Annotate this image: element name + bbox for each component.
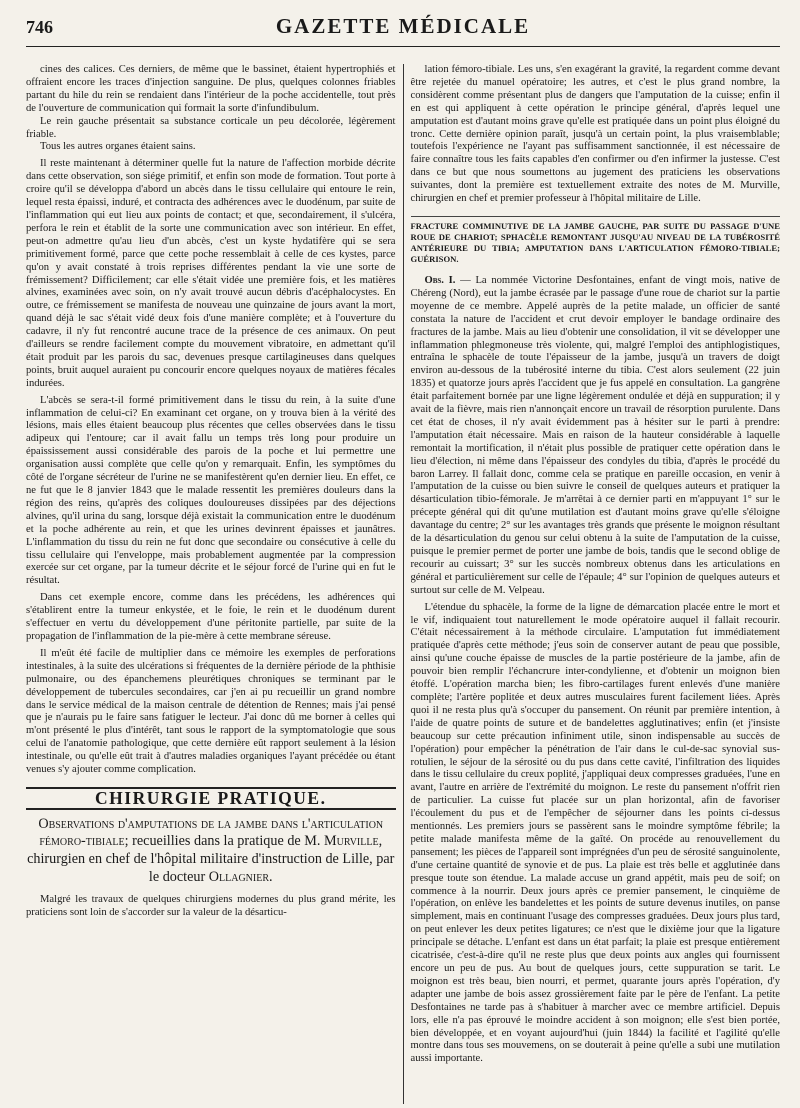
paragraph: Le rein gauche présentait sa substance corticale un peu décolorée, légèrement friable. (26, 115, 396, 140)
article-title-part2: ; recueillies dans la pratique de M. (124, 833, 321, 850)
section-heading: CHIRURGIE PRATIQUE. (26, 787, 396, 810)
paragraph: Il m'eût été facile de multiplier dans ce mémoire les exemples de perforations intestinales, à la suite des ulcérations si fréquentes de la dernière période de la phthisie pulmonaire, ou des épanchemens pleurétiques chroniques se terminant par le développement de tubercules secondaires, car j'en ai pu recueillir un grand nombre dans le service médical de la maison centrale de détention de Rennes; mais j'ai pensé que je n'aurais pu le faire sans fatiguer le lecteur. J'ai donc dû me borner à celles qui m'ont présenté le plus d'intérêt, tant sous le rapport de la symptomatologie que sous celui de l'anatomie pathologique, que cette dernière eût rapport seulement à la lésion intestinale, ou qu'elle eût trait à d'autres maladies organiques l'ayant précédée ou étant venues s'y ajouter comme complication. (26, 647, 396, 776)
observation-text: — La nommée Victorine Desfontaines, enfant de vingt mois, native de Chéreng (Nord), eut la jambe écrasée par le passage d'une roue de chariot sur la partie moyenne de ce membre. Appelé auprès de la petite malade, un officier de santé constata la nature de l'accident et crut devoir employer le bandage ordinaire des fractures de la jambe. Mais au lieu d'obtenir une consolidation, il vit se développer une inflammation phlegmoneuse très violente, qui, malgré l'emploi des antiphlogistiques, entraîna le sphacèle de toute l'épaisseur de la jambe, jusqu'à un travers de doigt environ au-dessous de la tubérosité interne du tibia. C'est alors seulement (22 juin 1835) et quatorze jours après l'accident que je fus appelé en consultation. La gangrène était parfaitement bornée par une ligne légèrement ondulée et déjà en suppuration; il y avait de la fièvre, mais rien n'annonçait encore un travail de résorption purulente. Dans cet état de choses, il n'y avait évidemment pas à hésiter sur le parti à prendre: l'amputation était nécessaire. Mais en raison de la hauteur considérable à laquelle remontait la mortification, il n'était plus possible de pratiquer cette opération dans le lieu d'élection, ni même dans l'épaisseur des condyles du tibia, d'après le procédé du baron Larrey. Il fallait donc, comme cela se pratique en pareille occasion, en venir à l'amputation de la cuisse ou bien suivre le conseil de quelques auteurs et pratiquer la désarticulation tibio-fémorale. Je m'arrêtai à ce dernier parti en m'appuyant 1° sur le précepte général qui dit qu'une mutilation est d'autant moins grave qu'elle s'éloigne davantage du centre; 2° sur les avantages très grands que présente le moignon résultant de la désarticulation du genou sur celui obtenu à la suite de l'amputation de la cuisse, puisque le premier permet de porter une jambe de bois, tandis que le second oblige de recourir au cuissart; 3° sur les succès nombreux obtenus dans les articulations en général et particulièrement sur celle de l'épaule; 4° sur l'opinion de quelques auteurs et surtout sur celle de M. Velpeau. (410, 274, 780, 596)
page-number: 746 (26, 17, 53, 37)
paragraph: Malgré les travaux de quelques chirurgiens modernes du plus grand mérite, les praticiens sont loin de s'accorder sur la valeur de la désarticu- (26, 894, 396, 919)
paragraph: cines des calices. Ces derniers, de même que le bassinet, étaient hypertrophiés et offraient encore les traces d'injection sanguine. De plus, quelques colonnes friables partant du hile du rein se rendaient dans l'intérieur de la poche accidentelle, tout près de l'ouverture de communication qui formait la sorte d'infundibulum. (26, 64, 396, 114)
paragraph: Dans cet exemple encore, comme dans les précédens, les adhérences qui s'établirent entre la tumeur enkystée, et le foie, le rein et le duodénum durent s'effectuer en vertu du développement d'une péritonite partielle, par suite de la propagation de l'inflammation de la pie-mère à cette membrane séreuse. (26, 592, 396, 642)
running-title: GAZETTE MÉDICALE (275, 14, 531, 38)
paragraph: L'abcès se sera-t-il formé primitivement dans le tissu du rein, à la suite d'une inflammation de celui-ci? En examinant cet organe, on y trouva bien à la vérité des lésions, mais elles étaient beaucoup plus récentes que celles observées dans le tissu adipeux qui l'entoure; car il avait fallu un temps très long pour produire un épaississement aussi considérable des parois de la poche et lui permettre une organisation aussi complète que celle qu'on y remarquait. Enfin, les symptômes du côté de l'organe sécréteur de l'urine ne se manifestèrent qu'en dernier lieu. En effet, ce ne fut que le 8 janvier 1843 que le malade ressentit les premières douleurs dans la région des reins, qu'après des coliques douloureuses dissipées par des déjections alvines, qu'il urina du sang, lorsque déjà existait la communication entre le duodénum et la poche adhérente au rein, et que les urines devinrent épaisses et jaunâtres. L'inflammation du tissu du rein ne fut donc que secondaire ou consécutive à celle du tissu cellulaire qui l'enveloppe, mais probablement augmentée par la compression exercée sur cet organe, par la tumeur décrite et le séjour forcé de l'urine qui en fut le résultat. (26, 394, 396, 587)
right-column (404, 64, 781, 1104)
surgeon-name: Murville (324, 833, 379, 850)
observation-paragraph (411, 275, 781, 598)
observation-label: Obs. I. (424, 274, 456, 286)
paragraph: Il reste maintenant à déterminer quelle fut la nature de l'affection morbide décrite dans cette observation, son siége primitif, et enfin son mode de formation. Tout porte à croire qu'il se développa d'abord un abcès dans le tissu cellulaire qui entoure le rein, lequel resta épaissi, induré, et contracta des adhérences avec le duodénum, par suite de l'inflammation qui eut lieu aux points de contact; et que, secondairement, il s'ulcéra, perfora le rein et établit de la sorte une communication avec son intérieur. En effet, peut-on admettre qu'au lieu d'un abcès, c'est un kyste hydatifère qui se sera primitivement formé, parce que cette poche ressemblait à celle de ces kystes, parce qu'on y avait constaté à trois reprises différentes pendant la vie une sorte de frémissement? Difficilement; car elle s'était vidée une première fois, et les matières alvines, examinées avec soin, on n'y avait trouvé aucun débris d'acéphalocystes. En outre, ce frémissement se manifesta de nouveau une quinzaine de jours avant la mort, quand déjà le sac s'était vidé deux fois d'une manière complète; et à l'ouverture du cadavre, il n'y fut rencontré aucune trace de la présence de ces animaux. On peut d'ailleurs se rendre facilement compte du mouvement vibratoire, en admettant qu'il était produit par les parois du sac, devenues presque cartilagineuses dans quelques points, bruit auquel auraient pu concourir encore quelques noyaux de matières fécales indurées. (26, 158, 396, 389)
article-title-part3: , chirurgien en chef de l'hôpital militaire d'instruction de Lille, par le docteur (27, 833, 395, 885)
left-column (26, 64, 403, 1104)
page-header (26, 14, 780, 47)
article-title (26, 816, 396, 886)
paragraph: L'étendue du sphacèle, la forme de la ligne de démarcation placée entre le mort et le vif, indiquaient tout naturellement le mode opératoire auquel il fallait recourir. C'était nécessairement à la méthode circulaire. L'amputation fut immédiatement pratiquée d'après cette méthode; j'eus soin de conserver autant de peau que possible, ainsi qu'une couche épaisse de muscles de la partie postérieure de la jambe, afin de pouvoir bien remplir l'échancrure inter-condylienne, et d'obtenir un moignon bien étoffé. L'opération marcha bien; les fibro-cartilages furent enlevés d'une manière complète; l'artère poplitée et deux autres musculaires furent facilement liées. Après quoi il ne resta plus qu'à s'occuper du pansement. On réunit par première intention, à l'aide de quatre points de suture et de bandelettes agglutinatives; enfin (et j'insiste beaucoup sur cette précaution infiniment utile, sinon indispensable au succès de l'opération) pour empêcher la pénétration de l'air dans le cul-de-sac synovial sus-rotulien, le séjour de la sérosité ou du pus dans cette cavité, l'infiltration des liquides dans le tissu cellulaire du creux poplité, j'appliquai deux compresses graduées, l'une en avant, l'autre en arrière de l'extrémité du moignon. Le reste du pansement n'offrit rien de particulier. La cuisse fut placée sur un plan horizontal, afin de favoriser l'écoulement du pus et de l'empêcher de séjourner dans les points ci-dessus mentionnés. Les premiers jours se passèrent sans le moindre symptôme fébrile; la petite malade manifesta même de la gaîté. On procéde au renouvellement du pansement; les pièces de l'appareil sont imprégnées d'un peu de sérosité sanguinolente, d'une certaine quantité de synovie et de pus. La plaie est très belle et agglutinée dans presque toute son étendue. La malade accuse un grand appétit, mais peu de soif; on commence à la nourrir. Deux jours après ce premier pansement, le cinquième de l'opération, on enlève les bandelettes et les points de suture devenus inutiles, on panse simplement, mais en continuant l'usage des compresses graduées. Deux jours plus tard, on peut enlever les deux petites ligatures; ce n'est que le dixième jour que la ligature principale se détache. L'enfant est dans un état parfait; la plaie est presque entièrement cicatrisée, c'est-à-dire qu'il ne reste plus que deux points aux angles qui fournissent encore un peu de pus. Au bout de quelques jours, cette suppuration se tarit. Le moignon est très beau, bien nourri, et permet, quarante jours après l'opération, d'y adapter une jambe de bois assez grossièrement faite par le père de l'enfant. La petite Desfontaines ne tarde pas à s'habituer à marcher avec ce membre artificiel. Depuis lors, elle n'a pas éprouvé le moindre accident à son moignon; elle s'est bien portée, bien développée, et en voyant aujourd'hui (juin 1844) la facilité et l'agilité qu'elle montre dans tous ses mouvemens, on se douterait à peine qu'elle a subi une mutilation aussi importante. (410, 601, 780, 1065)
text-columns (26, 64, 780, 1104)
article-title-part4: . (269, 868, 273, 885)
article-title-part1: Observations d'amputations de la jambe dans l'articulation fémoro-tibiale (38, 815, 384, 850)
case-title: FRACTURE COMMINUTIVE DE LA JAMBE GAUCHE, PAR SUITE DU PASSAGE D'UNE ROUE DE CHARIOT; SPHACÈLE REMONTANT JUSQU'AU NIVEAU DE LA TUBÉROSITÉ ANTÉRIEURE DU TIBIA; AMPUTATION DANS L'ARTICULATION FÉMORO-TIBIALE; GUÉRISON. (411, 216, 781, 265)
paragraph: Tous les autres organes étaient sains. (40, 141, 196, 153)
paragraph: lation fémoro-tibiale. Les uns, s'en exagérant la gravité, la regardent comme devant être rejetée du manuel opératoire; les autres, et c'est le plus grand nombre, la considèrent comme présentant plus de dangers que l'amputation de la cuisse; enfin il en est qui appliquent à cette opération le principe général, d'après lequel une amputation est d'autant moins grave qu'elle est pratiquée dans un point plus éloigné du tronc. Cette dernière opinion paraît, jusqu'à un certain point, la plus vraisemblable; toutefois l'expérience ne l'ayant pas suffisamment sanctionnée, il est nécessaire de faire connaître tous les faits capables d'en confirmer ou d'en infirmer la justesse. C'est dans ce but que nous soumettons au jugement des praticiens les observations suivantes, dont la première est textuellement extraite des notes de M. Murville, chirurgien en chef et premier professeur à l'hôpital militaire de Lille. (410, 64, 780, 205)
author-name: Ollagnier (208, 868, 270, 885)
